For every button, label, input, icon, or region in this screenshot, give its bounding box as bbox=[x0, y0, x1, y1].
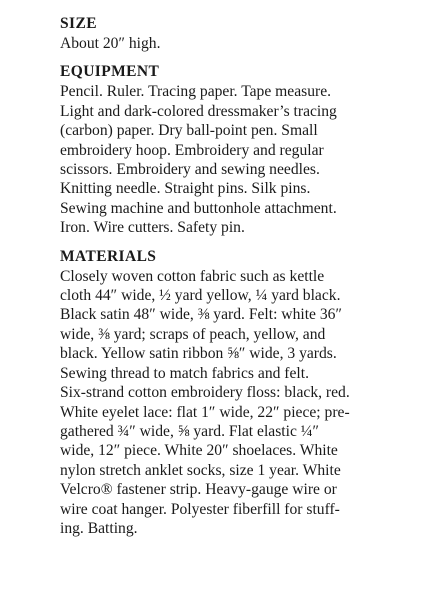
equipment-text-line: (carbon) paper. Dry ball-point pen. Small bbox=[60, 122, 318, 140]
materials-text-line: black. Yellow satin ribbon ⅝″ wide, 3 yards. bbox=[60, 345, 337, 363]
size-heading: SIZE bbox=[60, 15, 97, 32]
equipment-text-line: Light and dark-colored dressmaker’s tracing bbox=[60, 102, 337, 120]
materials-text-line: ing. Batting. bbox=[60, 519, 138, 537]
equipment-text-line: scissors. Embroidery and sewing needles. bbox=[60, 161, 320, 179]
materials-text-line: nylon stretch anklet socks, size 1 year. White bbox=[60, 461, 341, 479]
materials-text-line: Black satin 48″ wide, ⅜ yard. Felt: white 36″ bbox=[60, 306, 342, 324]
materials-text-line: Sewing thread to match fabrics and felt. bbox=[60, 364, 309, 382]
equipment-text-line: Sewing machine and buttonhole attachment. bbox=[60, 199, 337, 217]
materials-text-line: cloth 44″ wide, ½ yard yellow, ¼ yard black. bbox=[60, 287, 341, 305]
materials-text-line: gathered ¾″ wide, ⅝ yard. Flat elastic ¼″ bbox=[60, 422, 319, 440]
materials-section bbox=[60, 247, 435, 539]
equipment-text-line: embroidery hoop. Embroidery and regular bbox=[60, 141, 324, 159]
materials-text-line: Six-strand cotton embroidery floss: black, red. bbox=[60, 384, 350, 402]
equipment-text-line: Iron. Wire cutters. Safety pin. bbox=[60, 219, 245, 237]
materials-heading: MATERIALS bbox=[60, 247, 157, 265]
materials-text-line: White eyelet lace: flat 1″ wide, 22″ piece; pre- bbox=[60, 403, 350, 421]
equipment-text-line: Pencil. Ruler. Tracing paper. Tape measure. bbox=[60, 83, 332, 101]
materials-text-line: wire coat hanger. Polyester fiberfill for stuff- bbox=[60, 500, 340, 518]
materials-text-line: Velcro® fastener strip. Heavy-gauge wire or bbox=[60, 481, 337, 499]
equipment-section bbox=[60, 62, 435, 237]
equipment-text-line: Knitting needle. Straight pins. Silk pins. bbox=[60, 180, 311, 198]
materials-text-line: wide, 12″ piece. White 20″ shoelaces. White bbox=[60, 442, 338, 460]
equipment-heading: EQUIPMENT bbox=[60, 63, 160, 81]
materials-text-line: wide, ⅜ yard; scraps of peach, yellow, and bbox=[60, 325, 326, 343]
materials-text-line: Closely woven cotton fabric such as kettle bbox=[60, 267, 325, 285]
instruction-page bbox=[60, 14, 435, 547]
size-text-line: About 20″ high. bbox=[60, 35, 161, 52]
size-section bbox=[60, 14, 435, 53]
